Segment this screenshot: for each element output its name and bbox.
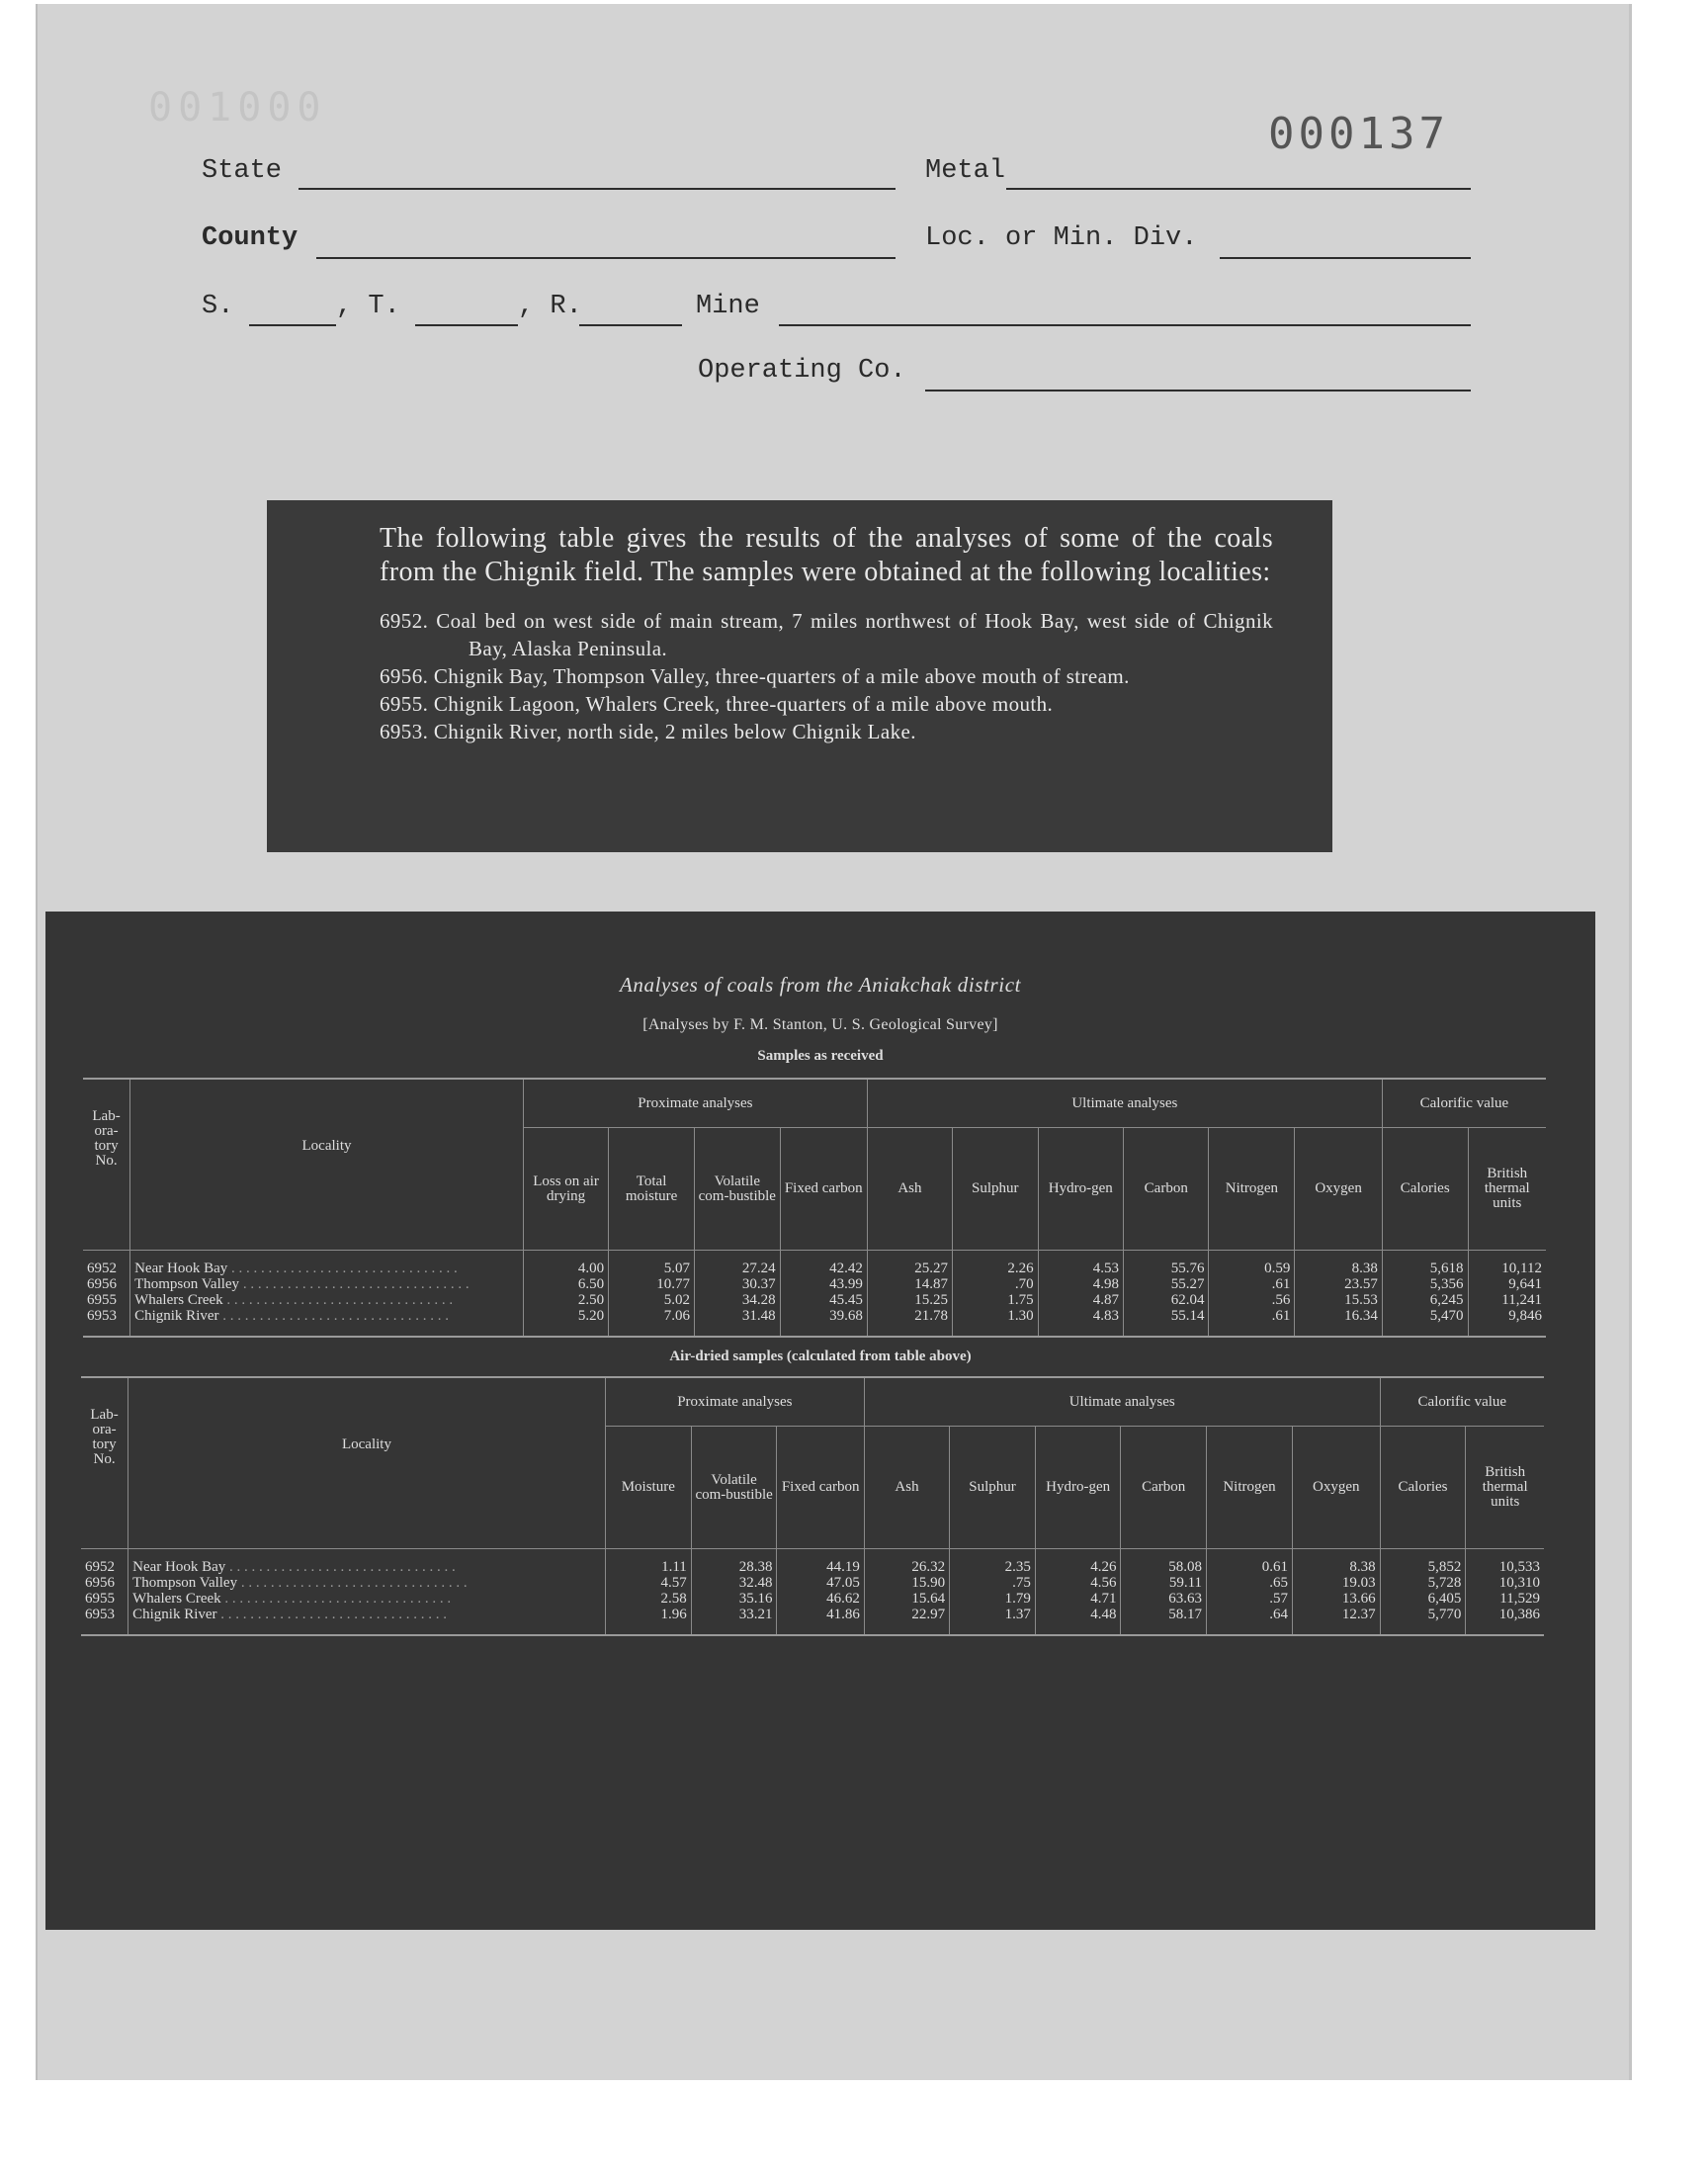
header-ash: Ash (867, 1128, 952, 1251)
value-volatile: 31.48 (741, 1308, 776, 1324)
header-proximate: Proximate analyses (523, 1079, 867, 1128)
state-label: State (202, 156, 283, 186)
value-calories: 5,770 (1427, 1607, 1462, 1622)
header-volatile: Volatile com-bustible (691, 1427, 777, 1549)
locality-item: 6952. Coal bed on west side of main stream, 7 miles northwest of Hook Bay, west side of Chignik Bay, Alaska Peninsula. (380, 609, 1273, 660)
value-oxygen: 19.03 (1341, 1575, 1376, 1591)
value-hydrogen: 4.56 (1090, 1575, 1117, 1591)
value-fixed-carbon: 39.68 (829, 1308, 863, 1324)
locality-item: 6955. Chignik Lagoon, Whalers Creek, three-quarters of a mile above mouth. (380, 692, 1054, 716)
lab-no: 6953 (87, 1308, 117, 1324)
value-nitrogen: .57 (1269, 1591, 1288, 1607)
value-volatile: 34.28 (741, 1292, 776, 1308)
value-carbon: 55.27 (1170, 1276, 1205, 1292)
value-calories: 6,245 (1429, 1292, 1464, 1308)
state-field[interactable] (299, 188, 896, 190)
header-fixed-carbon: Fixed carbon (780, 1128, 867, 1251)
section-title-received: Samples as received (757, 1048, 884, 1064)
lab-no: 6953 (85, 1607, 115, 1622)
value-ash: 21.78 (914, 1308, 948, 1324)
value-carbon: 58.08 (1168, 1559, 1203, 1575)
header-loss: Loss on air drying (523, 1128, 608, 1251)
value-loss: 5.20 (577, 1308, 605, 1324)
header-nitrogen: Nitrogen (1209, 1128, 1295, 1251)
range-field[interactable] (579, 324, 682, 326)
operating-label: Operating Co. (698, 356, 906, 386)
value-carbon: 55.14 (1170, 1308, 1205, 1324)
value-fixed-carbon: 44.19 (826, 1559, 860, 1575)
header-proximate: Proximate analyses (605, 1377, 864, 1427)
value-oxygen: 13.66 (1341, 1591, 1376, 1607)
value-sulphur: 1.75 (1007, 1292, 1034, 1308)
header-locality: Locality (128, 1377, 606, 1549)
header-fixed-carbon: Fixed carbon (777, 1427, 864, 1549)
value-carbon: 63.63 (1168, 1591, 1203, 1607)
locality-name: Thompson Valley . . . (134, 1276, 519, 1292)
value-sulphur: .70 (1014, 1276, 1034, 1292)
value-calories: 6,405 (1427, 1591, 1462, 1607)
header-calorific: Calorific value (1380, 1377, 1544, 1427)
value-loss: 2.50 (577, 1292, 605, 1308)
header-volatile: Volatile com-bustible (694, 1128, 780, 1251)
header-ultimate: Ultimate analyses (864, 1377, 1380, 1427)
header-nitrogen: Nitrogen (1207, 1427, 1293, 1549)
value-sulphur: 2.26 (1007, 1261, 1034, 1276)
value-fixed-carbon: 42.42 (829, 1261, 863, 1276)
value-nitrogen: .56 (1271, 1292, 1291, 1308)
faint-stamp-number: 001000 (148, 85, 327, 130)
value-calories: 5,852 (1427, 1559, 1462, 1575)
value-sulphur: 1.37 (1004, 1607, 1031, 1622)
value-ash: 15.25 (914, 1292, 948, 1308)
value-volatile: 32.48 (738, 1575, 773, 1591)
header-ultimate: Ultimate analyses (867, 1079, 1382, 1128)
value-sulphur: 1.30 (1007, 1308, 1034, 1324)
value-moisture: 2.58 (660, 1591, 687, 1607)
value-total-moisture: 7.06 (663, 1308, 690, 1324)
lab-no: 6955 (87, 1292, 117, 1308)
value-volatile: 28.38 (738, 1559, 773, 1575)
county-label: County (202, 223, 299, 253)
value-fixed-carbon: 43.99 (829, 1276, 863, 1292)
header-carbon: Carbon (1124, 1128, 1209, 1251)
header-sulphur: Sulphur (952, 1128, 1038, 1251)
value-btu: 11,529 (1499, 1591, 1540, 1607)
value-moisture: 1.11 (661, 1559, 687, 1575)
value-oxygen: 8.38 (1351, 1261, 1378, 1276)
header-sulphur: Sulphur (950, 1427, 1036, 1549)
table-air-dried (81, 1376, 1544, 1636)
value-nitrogen: .61 (1271, 1276, 1291, 1292)
value-nitrogen: .61 (1271, 1308, 1291, 1324)
value-hydrogen: 4.53 (1092, 1261, 1120, 1276)
mine-field[interactable] (779, 324, 1471, 326)
header-oxygen: Oxygen (1292, 1427, 1380, 1549)
value-moisture: 1.96 (660, 1607, 687, 1622)
table-title: Analyses of coals from the Aniakchak district (619, 973, 1022, 997)
value-volatile: 33.21 (738, 1607, 773, 1622)
value-sulphur: 2.35 (1004, 1559, 1031, 1575)
header-btu: British thermal units (1466, 1427, 1544, 1549)
value-loss: 4.00 (577, 1261, 605, 1276)
locality-name: Chignik River . . . (132, 1607, 601, 1622)
value-btu: 9,641 (1508, 1276, 1542, 1292)
header-total-moisture: Total moisture (609, 1128, 695, 1251)
locality-name: Whalers Creek . . . (132, 1591, 601, 1607)
value-loss: 6.50 (577, 1276, 605, 1292)
value-sulphur: 1.79 (1004, 1591, 1031, 1607)
locality-name: Whalers Creek . . . (134, 1292, 519, 1308)
value-total-moisture: 5.07 (663, 1261, 690, 1276)
header-carbon: Carbon (1121, 1427, 1207, 1549)
header-calories: Calories (1380, 1427, 1466, 1549)
value-calories: 5,728 (1427, 1575, 1462, 1591)
section-field[interactable] (249, 324, 336, 326)
value-hydrogen: 4.48 (1090, 1607, 1117, 1622)
analysis-table-clipping (45, 912, 1595, 1930)
lab-no: 6955 (85, 1591, 115, 1607)
value-carbon: 59.11 (1168, 1575, 1203, 1591)
header-oxygen: Oxygen (1295, 1128, 1383, 1251)
header-btu: British thermal units (1468, 1128, 1546, 1251)
header-hydrogen: Hydro-gen (1035, 1427, 1121, 1549)
section-title-air-dried: Air-dried samples (calculated from table above) (669, 1348, 972, 1364)
value-fixed-carbon: 45.45 (829, 1292, 863, 1308)
value-ash: 15.64 (911, 1591, 946, 1607)
table-subtitle: [Analyses by F. M. Stanton, U. S. Geological Survey] (642, 1016, 998, 1033)
value-nitrogen: 0.61 (1261, 1559, 1288, 1575)
header-locality: Locality (130, 1079, 524, 1251)
intro-clipping (267, 500, 1332, 852)
header-moisture: Moisture (605, 1427, 691, 1549)
table-row (83, 1251, 1546, 1338)
table-row (81, 1549, 1544, 1636)
lab-no: 6956 (85, 1575, 115, 1591)
value-btu: 9,846 (1508, 1308, 1542, 1324)
value-ash: 26.32 (911, 1559, 946, 1575)
value-btu: 10,386 (1498, 1607, 1540, 1622)
township-field[interactable] (415, 324, 518, 326)
value-nitrogen: .64 (1269, 1607, 1288, 1622)
value-volatile: 35.16 (738, 1591, 773, 1607)
lab-no: 6956 (87, 1276, 117, 1292)
value-nitrogen: .65 (1269, 1575, 1288, 1591)
county-field[interactable] (316, 257, 896, 259)
value-ash: 22.97 (911, 1607, 946, 1622)
r-label: , R. (518, 292, 582, 321)
table-received (83, 1078, 1546, 1338)
metal-label: Metal (925, 156, 1006, 186)
header-calories: Calories (1382, 1128, 1468, 1251)
value-volatile: 30.37 (741, 1276, 776, 1292)
mine-label: Mine (696, 292, 760, 321)
value-btu: 11,241 (1501, 1292, 1542, 1308)
locality-name: Near Hook Bay . . . (134, 1261, 519, 1276)
header-hydrogen: Hydro-gen (1038, 1128, 1123, 1251)
value-hydrogen: 4.98 (1092, 1276, 1120, 1292)
value-carbon: 62.04 (1170, 1292, 1205, 1308)
value-oxygen: 16.34 (1344, 1308, 1378, 1324)
value-sulphur: .75 (1012, 1575, 1031, 1591)
value-fixed-carbon: 41.86 (826, 1607, 860, 1622)
locality-item: 6956. Chignik Bay, Thompson Valley, three-quarters of a mile above mouth of stream. (380, 664, 1130, 688)
s-label: S. (202, 292, 234, 321)
value-oxygen: 15.53 (1344, 1292, 1378, 1308)
value-fixed-carbon: 47.05 (826, 1575, 860, 1591)
value-ash: 14.87 (914, 1276, 948, 1292)
value-fixed-carbon: 46.62 (826, 1591, 860, 1607)
value-volatile: 27.24 (741, 1261, 776, 1276)
value-total-moisture: 10.77 (656, 1276, 690, 1292)
metal-field[interactable] (1006, 188, 1471, 190)
t-label: , T. (336, 292, 400, 321)
lab-no: 6952 (85, 1559, 115, 1575)
value-calories: 5,356 (1429, 1276, 1464, 1292)
value-total-moisture: 5.02 (663, 1292, 690, 1308)
intro-lead: The following table gives the results of the analyses of some of the coals from the Chignik field. The samples were obtained at the following localities: (380, 523, 1273, 587)
locality-name: Chignik River . . . (134, 1308, 519, 1324)
value-carbon: 55.76 (1170, 1261, 1205, 1276)
value-moisture: 4.57 (660, 1575, 687, 1591)
value-hydrogen: 4.83 (1092, 1308, 1120, 1324)
value-oxygen: 12.37 (1341, 1607, 1376, 1622)
header-lab-no: Lab-ora-tory No. (81, 1377, 128, 1549)
locality-name: Thompson Valley . . . (132, 1575, 601, 1591)
value-ash: 15.90 (911, 1575, 946, 1591)
locality-item: 6953. Chignik River, north side, 2 miles below Chignik Lake. (380, 720, 916, 743)
value-oxygen: 23.57 (1344, 1276, 1378, 1292)
value-hydrogen: 4.71 (1090, 1591, 1117, 1607)
locality-name: Near Hook Bay . . . (132, 1559, 601, 1575)
value-hydrogen: 4.87 (1092, 1292, 1120, 1308)
header-calorific: Calorific value (1382, 1079, 1546, 1128)
value-calories: 5,618 (1429, 1261, 1464, 1276)
value-btu: 10,533 (1498, 1559, 1540, 1575)
document-number: 000137 (1268, 109, 1449, 159)
lab-no: 6952 (87, 1261, 117, 1276)
value-btu: 10,112 (1501, 1261, 1542, 1276)
operating-field[interactable] (925, 390, 1471, 392)
value-oxygen: 8.38 (1349, 1559, 1376, 1575)
header-lab-no: Lab-ora-tory No. (83, 1079, 130, 1251)
value-nitrogen: 0.59 (1264, 1261, 1291, 1276)
value-carbon: 58.17 (1168, 1607, 1203, 1622)
value-calories: 5,470 (1429, 1308, 1464, 1324)
value-hydrogen: 4.26 (1090, 1559, 1117, 1575)
loc-field[interactable] (1220, 257, 1471, 259)
loc-label: Loc. or Min. Div. (925, 223, 1198, 253)
value-ash: 25.27 (914, 1261, 948, 1276)
header-ash: Ash (864, 1427, 949, 1549)
value-btu: 10,310 (1498, 1575, 1540, 1591)
